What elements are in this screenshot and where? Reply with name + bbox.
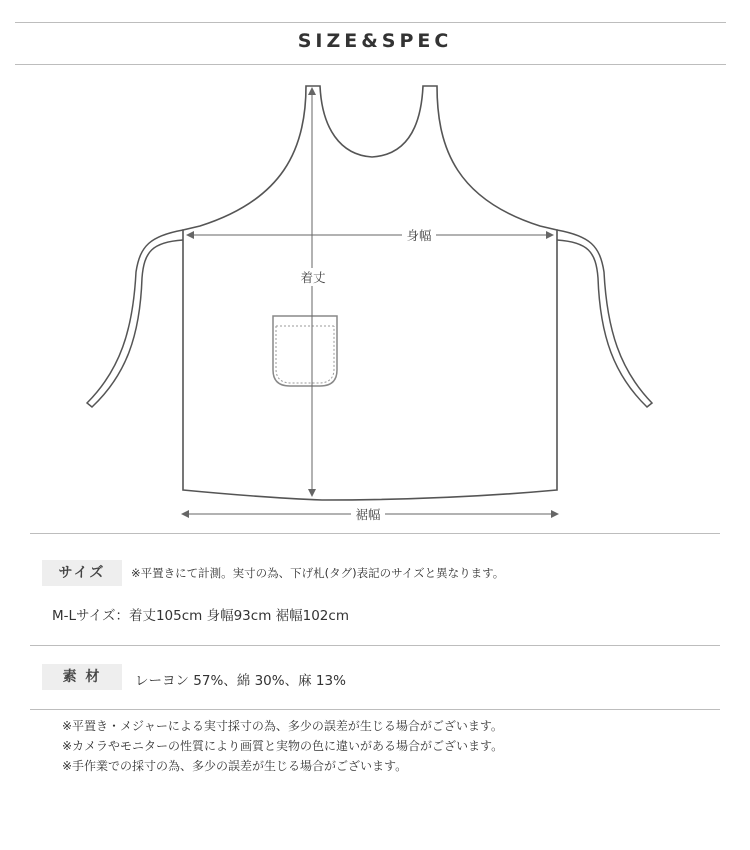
material-label: 素 材	[42, 664, 122, 690]
apron-diagram	[0, 70, 750, 530]
pocket-stitching	[276, 326, 334, 383]
apron-outline	[183, 86, 557, 500]
right-waist-tie	[557, 230, 652, 407]
length-label: 着丈	[300, 270, 326, 285]
disclaimer-note: ※手作業での採寸の為、多少の誤差が生じる場合がございます。	[62, 759, 408, 773]
disclaimer-note: ※平置き・メジャーによる実寸採寸の為、多少の誤差が生じる場合がございます。	[62, 719, 503, 733]
size-label: サイズ	[42, 560, 122, 586]
disclaimer-note: ※カメラやモニターの性質により画質と実物の色に違いがある場合がございます。	[62, 739, 504, 753]
page-title: SIZE&SPEC	[297, 30, 453, 52]
body-width-label: 身幅	[406, 228, 432, 243]
left-waist-tie	[87, 230, 183, 407]
material-composition: レーヨン 57%、綿 30%、麻 13%	[135, 673, 346, 689]
hem-width-label: 裾幅	[355, 507, 381, 522]
material-bottom-rule	[30, 709, 720, 710]
top-rule	[15, 22, 726, 23]
diagram-bottom-rule	[30, 533, 720, 534]
size-bottom-rule	[30, 645, 720, 646]
disclaimer-notes	[62, 716, 503, 776]
size-measurements: M-Lサイズ：着丈105cm 身幅93cm 裾幅102cm	[52, 608, 349, 624]
title-bottom-rule	[15, 64, 726, 65]
size-measurement-note: ※平置きにて計測。実寸の為、下げ札(タグ)表記のサイズと異なります。	[131, 566, 505, 580]
